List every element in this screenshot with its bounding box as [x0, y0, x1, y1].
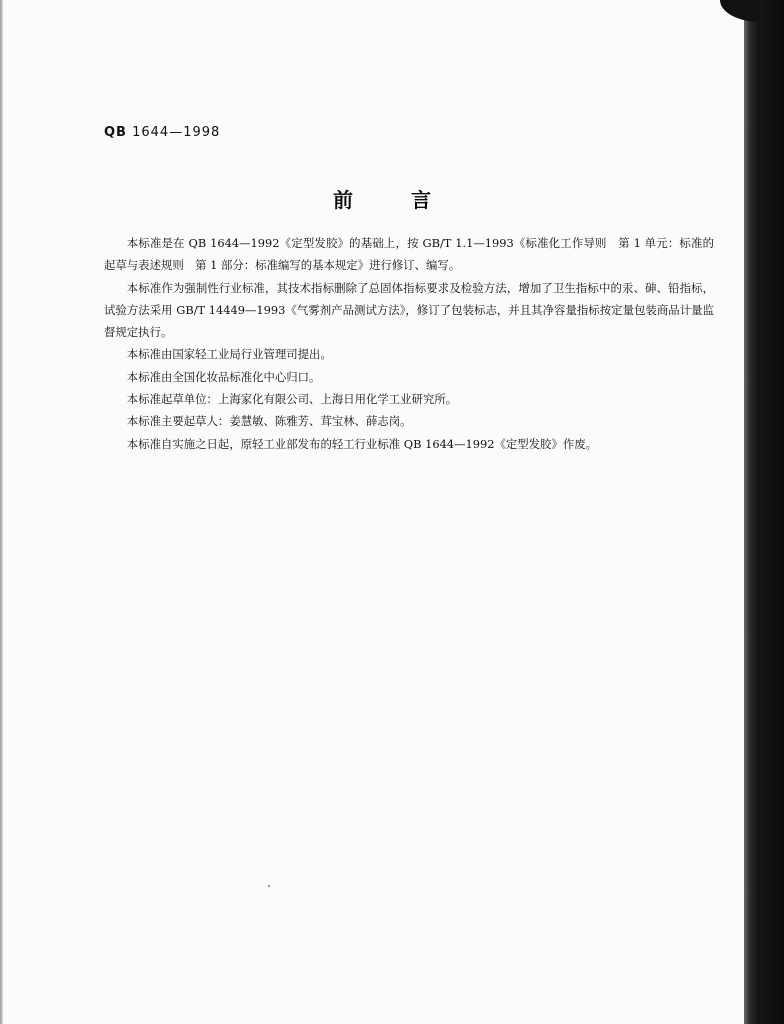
standard-code: 1644—1998 [132, 125, 221, 140]
standard-number [104, 125, 220, 140]
standard-prefix: QB [104, 125, 127, 140]
paragraph: 本标准起草单位：上海家化有限公司、上海日用化学工业研究所。 [126, 392, 458, 407]
scan-edge-right [744, 0, 784, 1024]
scan-edge-left [0, 0, 3, 1024]
paragraph: 本标准由国家轻工业局行业管理司提出。 [126, 347, 332, 362]
scan-speck [268, 885, 270, 887]
paragraph: 本标准作为强制性行业标准，其技术指标删除了总固体指标要求及检验方法，增加了卫生指标中的汞、砷、铅指标，试验方法采用 GB/T 14449—1993《气雾剂产品测试方法》，修订了包装标志，并且其净容量指标按定量包装商品计量监督规定执行。 [104, 280, 714, 340]
page-curl [720, 0, 760, 22]
page-heading: 前言 [333, 188, 489, 212]
paragraph: 本标准主要起草人：姜慧敏、陈雅芳、茸宝林、薛志岗。 [126, 414, 412, 429]
paragraph: 本标准是在 QB 1644—1992《定型发胶》的基础上，按 GB/T 1.1—1993《标准化工作导则 第 1 单元：标准的起草与表述规则 第 1 部分：标准编写的基本规定》进行修订、编写。 [104, 236, 714, 273]
paragraph: 本标准由全国化妆品标准化中心归口。 [126, 369, 321, 384]
foreword-body [104, 232, 714, 455]
paragraph: 本标准自实施之日起，原轻工业部发布的轻工行业标准 QB 1644—1992《定型发胶》作废。 [126, 436, 598, 451]
